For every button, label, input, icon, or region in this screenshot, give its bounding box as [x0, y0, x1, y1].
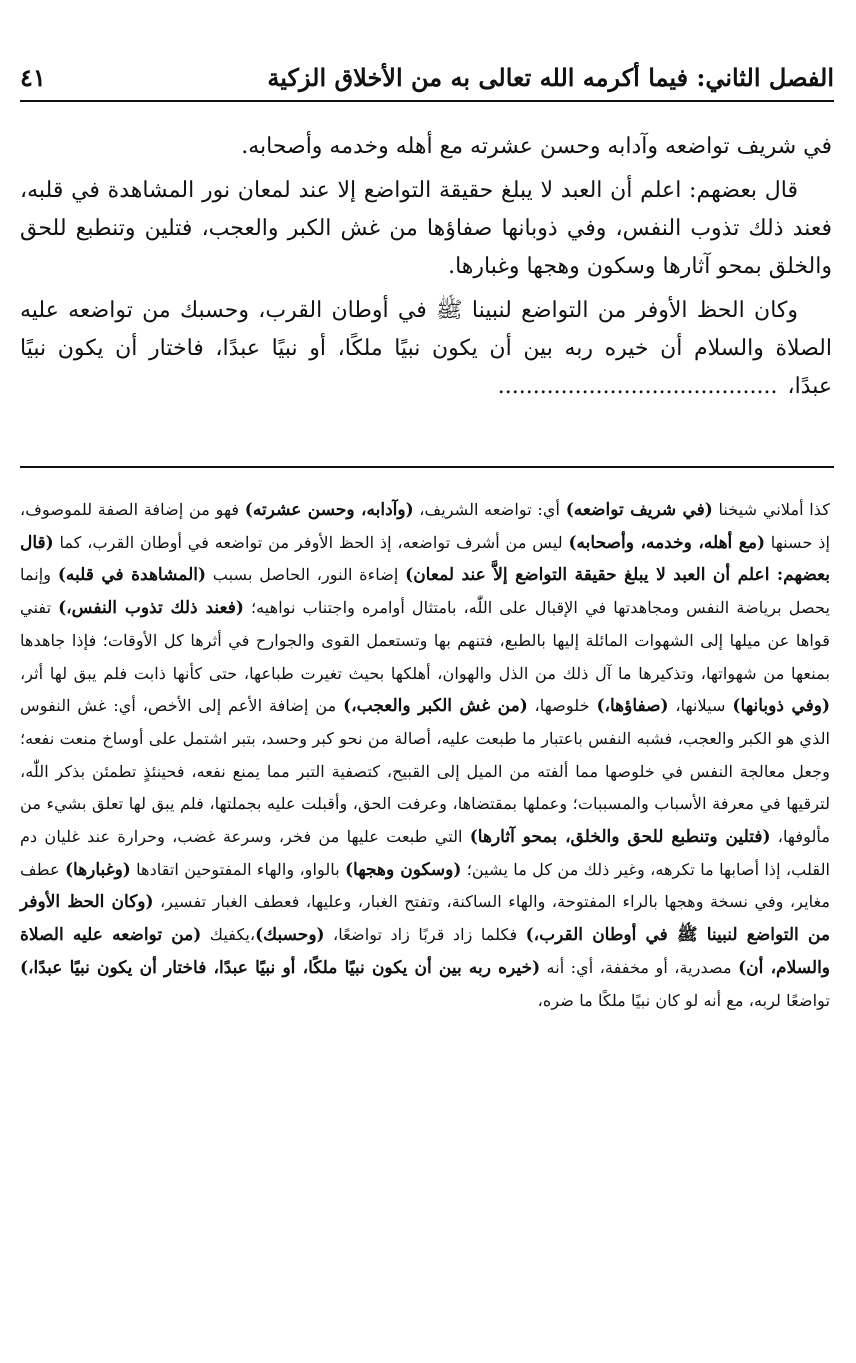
- quoted-phrase: (وفي ذوبانها): [732, 696, 830, 717]
- footnote-separator: [20, 466, 834, 468]
- quoted-phrase: (وكان الحظ الأوفر من التواضع لنبينا ﷺ في أوطان القرب،): [20, 892, 831, 946]
- quoted-phrase: (في شريف تواضعه): [565, 500, 713, 520]
- commentary-text-run: تفني قواها عن ميلها إلى الشهوات المائلة إليها بالطبع، فتنهم بها وتستعمل القوى والجوارح في أثرها كل الأوقات؛ فإذا جاهدها بمنعها من شهواتها، وتذكيرها ما آل ذلك من الذل والهوان، أهلكها بحيث تغيرت طباعها، حتى كأنها ذابت فلم يبق لها أثر،: [20, 598, 830, 683]
- commentary-text-run: من إضافة الأعم إلى الأخص، أي: غش النفوس الذي هو الكبر والعجب، فشبه النفس باعتبار ما طبعت عليه، أصالة من نحو كبر وحسد، بتبر اشتمل على أوساخ منعت نفعه؛ وجعل معالجة النفس في خلوصها مما ألفته من الميل إلى القبيح، كتصفية التبر مما يمنع نفعه، فحينئذٍ تطمئن بذكر اللّٰه، لترقيها في معرفة الأسباب والمسببات؛ وعملها بمقتضاها، وعرفت الحق، وأقبلت عليه بجملتها، فلم يبق لها تعلق بشيء من مألوفها،: [20, 696, 830, 847]
- main-paragraph-1: في شريف تواضعه وآدابه وحسن عشرته مع أهله وخدمه وأصحابه.: [241, 134, 832, 159]
- quoted-phrase: (وغبارها): [64, 859, 131, 880]
- main-paragraph-3: [20, 292, 832, 406]
- commentary-paragraph: [20, 494, 830, 1017]
- quoted-phrase: (مع أهله، وخدمه، وأصحابه): [568, 532, 766, 553]
- commentary-text-run: خلوصها،: [527, 696, 597, 716]
- commentary-text-run: وإنما يحصل برياضة النفس ومجاهدتها في الإقبال على اللّٰه، بامتثال أوامره واجتناب نواهيه؛: [20, 565, 830, 618]
- quoted-phrase: (وحسبك): [255, 925, 325, 946]
- quoted-phrase: (من تواضعه عليه الصلاة والسلام، أن): [20, 925, 831, 978]
- main-paragraph-3-text: وكان الحظ الأوفر من التواضع لنبينا ﷺ في أوطان القرب، وحسبك من تواضعه عليه الصلاة والسلام أن خيره ربه بين أن يكون نبيًا ملكًا، أو نبيًا عبدًا، فاختار أن يكون نبيًا عبدًا،: [20, 298, 832, 399]
- quoted-phrase: (المشاهدة في قلبه): [57, 565, 207, 586]
- commentary-text: [20, 494, 830, 1017]
- running-title: الفصل الثاني: فيما أكرمه الله تعالى به من الأخلاق الزكية: [267, 63, 834, 92]
- quoted-phrase: (من غش الكبر والعجب،): [343, 696, 528, 717]
- quoted-phrase: (صفاؤها،): [596, 696, 669, 717]
- page-header: [20, 46, 834, 102]
- commentary-text-run: التي طبعت عليها من فخر، وسرعة غضب، وحرارة عند غليان دم القلب، إذا أصابها ما تكرهه، وغير ذلك من كل ما يشين؛: [20, 827, 831, 879]
- quoted-phrase: (فعند ذلك تذوب النفس،): [58, 598, 244, 619]
- commentary-text-run: عطف مغاير، وفي نسخة وهجها بالراء المفتوحة، والهاء الساكنة، وتفتح الغبار، وعليها، فعطف الغبار تفسير،: [20, 859, 831, 912]
- commentary-text-run: بالواو، والهاء المفتوحين اتقادها: [130, 859, 345, 879]
- quoted-phrase: (قال بعضهم: اعلم أن العبد لا يبلغ حقيقة التواضع إلاَّ عند لمعان): [20, 532, 831, 586]
- ellipsis-dots: ........................................: [497, 374, 778, 399]
- commentary-text-run: ،يكفيك: [201, 925, 256, 945]
- quoted-phrase: (وآدابه، وحسن عشرته): [244, 500, 414, 520]
- commentary-text-run: إضاءة النور، الحاصل بسبب: [206, 565, 406, 585]
- quoted-phrase: (فتلين وتنطبع للحق والخلق، بمحو آثارها): [469, 827, 771, 848]
- commentary-text-run: سيلانها،: [668, 696, 733, 716]
- main-text: [20, 128, 832, 406]
- commentary-text-run: كذا أملاني شيخنا: [712, 500, 830, 519]
- commentary-text-run: تواضعًا لربه، مع أنه لو كان نبيًا ملكًا ما ضره،: [537, 990, 830, 1010]
- page-number: ٤١: [20, 63, 46, 92]
- quoted-phrase: (وسكون وهجها): [345, 859, 462, 880]
- quoted-phrase: (خيره ربه بين أن يكون نبيًا ملكًا، أو نبيًا عبدًا، فاختار أن يكون نبيًا عبدًا،): [20, 957, 541, 978]
- commentary-text-run: ليس من أشرف تواضعه، إذ الحظ الأوفر من تواضعه في أوطان القرب، كما: [53, 532, 569, 552]
- commentary-text-run: فهو من إضافة الصفة للموصوف، إذ حسنها: [20, 500, 830, 552]
- commentary-text-run: أي: تواضعه الشريف،: [413, 500, 566, 519]
- main-paragraph-2: قال بعضهم: اعلم أن العبد لا يبلغ حقيقة التواضع إلا عند لمعان نور المشاهدة في قلبه، فعند ذلك تذوب النفس، وفي ذوبانها صفاؤها من غش الكبر والعجب، فتلين وتنطبع للحق والخلق بمحو آثارها وسكون وهجها وغبارها.: [20, 178, 832, 279]
- commentary-text-run: فكلما زاد قربًا زاد تواضعًا،: [324, 925, 526, 945]
- commentary-text-run: مصدرية، أو مخففة، أي: أنه: [540, 957, 739, 977]
